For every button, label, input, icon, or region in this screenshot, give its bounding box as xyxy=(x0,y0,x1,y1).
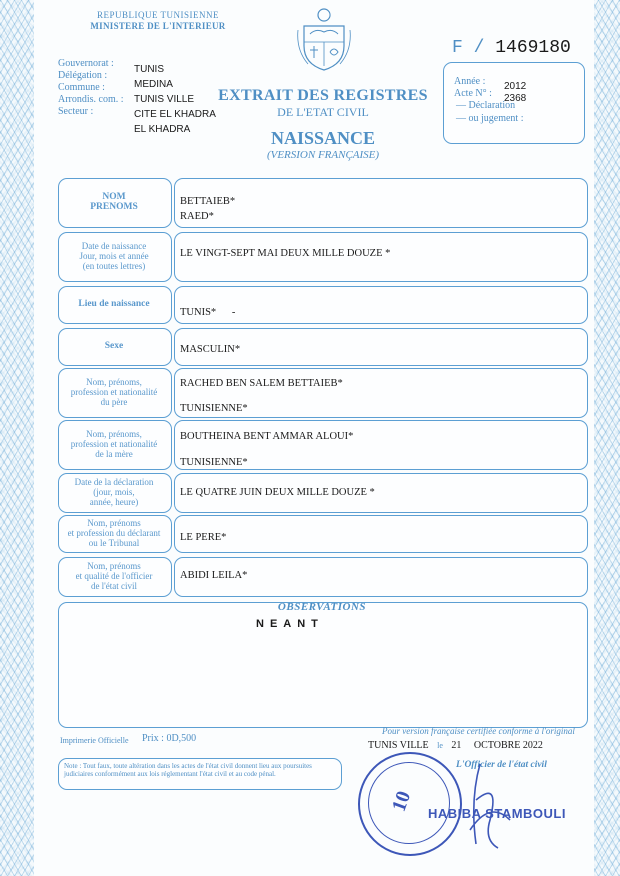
legal-note: Note : Tout faux, toute altération dans les actes de l'état civil donnent lieu aux poursuites judiciaires conformément aux lois réglementant l'état civil et au code pénal. xyxy=(64,762,312,778)
acte-value: 2368 xyxy=(504,93,527,104)
official-stamp: 10 xyxy=(358,752,462,856)
title-version: (VERSION FRANÇAISE) xyxy=(266,149,380,161)
row-label-sex: Sexe xyxy=(104,341,124,351)
row-value-prenom: RAED* xyxy=(180,211,214,222)
row-value-father-nationality: TUNISIENNE* xyxy=(180,403,248,414)
certification-text: Pour version française certifiée conforme à l'original xyxy=(382,726,575,736)
row-value-declarant: LE PERE* xyxy=(180,532,227,543)
annee-value: 2012 xyxy=(504,81,527,92)
observations-title: OBSERVATIONS xyxy=(277,601,367,613)
annee-label: Année : xyxy=(454,76,486,87)
row-value-declaration-date: LE QUATRE JUIN DEUX MILLE DOUZE * xyxy=(180,487,375,498)
location-value-delegation: MEDINA xyxy=(134,79,173,90)
row-value-sex: MASCULIN* xyxy=(180,344,241,355)
row-value-box-name xyxy=(174,178,588,228)
location-values xyxy=(134,62,216,137)
republic-heading: REPUBLIQUE TUNISIENNE xyxy=(96,10,220,20)
location-label-delegation: Délégation : xyxy=(58,70,108,81)
price-value: 0D,500 xyxy=(166,733,197,744)
location-value-secteur: EL KHADRA xyxy=(134,124,191,135)
row-value-mother-nationality: TUNISIENNE* xyxy=(180,457,248,468)
row-label-birthplace: Lieu de naissance xyxy=(78,299,150,309)
serial-prefix: F / xyxy=(452,38,485,58)
location-value-gouvernorat: TUNIS xyxy=(134,64,164,75)
row-label-mother: Nom, prénoms, profession et nationalité de la mère xyxy=(70,429,158,459)
row-value-box-declarant xyxy=(174,515,588,553)
location-label-secteur: Secteur : xyxy=(58,106,94,117)
location-labels xyxy=(58,58,124,118)
price-label: Prix : xyxy=(142,733,164,744)
title-block xyxy=(214,87,432,161)
row-label-declaration-date: Date de la déclaration (jour, mois, année, heure) xyxy=(74,477,154,507)
officer-label: L'Officier de l'état civil xyxy=(456,760,547,770)
ministry-heading: MINISTERE DE L'INTERIEUR xyxy=(90,21,226,31)
location-value-commune: TUNIS VILLE xyxy=(134,94,195,105)
row-value-father-name: RACHED BEN SALEM BETTAIEB* xyxy=(180,378,343,389)
row-value-mother-name: BOUTHEINA BENT AMMAR ALOUI* xyxy=(180,431,354,442)
row-value-nom: BETTAIEB* xyxy=(180,196,236,207)
row-label-birthdate: Date de naissance Jour, mois et année (en toutes lettres) xyxy=(79,241,149,271)
declaration-label: — Déclaration xyxy=(456,100,516,111)
issue-place-date xyxy=(368,740,543,751)
location-label-gouvernorat: Gouvernorat : xyxy=(58,58,114,69)
row-label-declarant: Nom, prénoms et profession du déclarant ou le Tribunal xyxy=(67,518,161,548)
title-naissance: NAISSANCE xyxy=(270,128,376,148)
issue-le-label: le xyxy=(437,741,443,750)
issue-month-year: OCTOBRE 2022 xyxy=(473,740,543,751)
row-value-birthplace: TUNIS* - xyxy=(180,307,236,318)
row-value-box-birthplace xyxy=(174,286,588,324)
row-label-name: NOM PRENOMS xyxy=(90,192,138,212)
issue-day: 21 xyxy=(451,740,462,751)
coat-of-arms-icon xyxy=(296,6,352,72)
row-label-father: Nom, prénoms, profession et nationalité du père xyxy=(70,377,158,407)
title-extrait: EXTRAIT DES REGISTRES xyxy=(218,87,428,104)
title-etat-civil: DE L'ETAT CIVIL xyxy=(277,105,369,119)
price xyxy=(142,733,196,744)
serial-number xyxy=(452,38,571,58)
jugement-label: — ou jugement : xyxy=(456,113,524,124)
left-guilloche-border xyxy=(0,0,36,876)
location-label-commune: Commune : xyxy=(58,82,105,93)
row-value-officer: ABIDI LEILA* xyxy=(180,570,248,581)
row-value-birthdate: LE VINGT-SEPT MAI DEUX MILLE DOUZE * xyxy=(180,248,391,259)
row-label-officer: Nom, prénoms et qualité de l'officier de l'état civil xyxy=(75,561,153,591)
location-label-arrondissement: Arrondis. com. : xyxy=(58,94,124,105)
observations-text: NEANT xyxy=(256,618,324,630)
issue-place: TUNIS VILLE xyxy=(368,740,429,751)
printer-label: Imprimerie Officielle xyxy=(60,736,129,745)
signature-name: HABIBA STAMBOULI xyxy=(428,806,566,821)
location-value-arrondissement: CITE EL KHADRA xyxy=(134,109,216,120)
acte-label: Acte N° : xyxy=(454,88,492,99)
serial-value: 1469180 xyxy=(495,38,571,58)
